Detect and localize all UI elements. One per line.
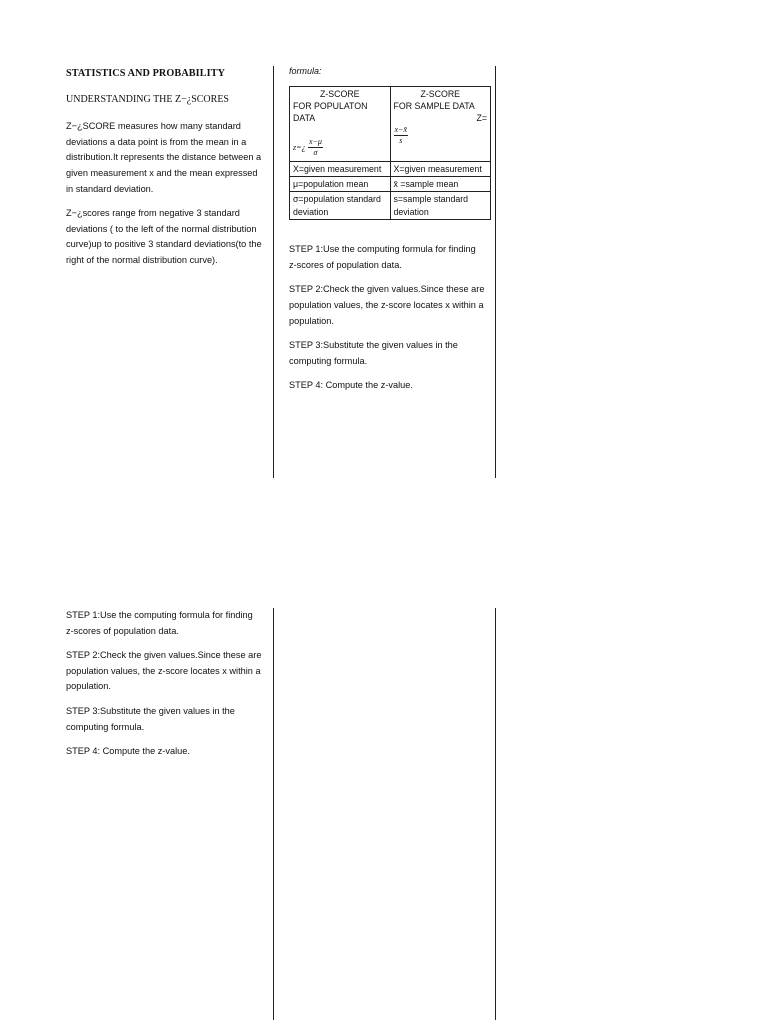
step-4: STEP 4: Compute the z-value. — [289, 380, 413, 391]
table-cell: X=given measurement — [390, 161, 491, 176]
z-score-formula-table — [289, 86, 491, 221]
sample-formula-fraction — [394, 125, 409, 146]
step-2: STEP 2:Check the given values.Since these are population values, the z-score locates x within a population. — [66, 650, 262, 692]
population-formula-numerator: x−μ — [308, 136, 322, 146]
table-row — [290, 177, 491, 192]
population-formula — [293, 137, 387, 158]
table-header-row — [290, 86, 491, 161]
table-cell: X=given measurement — [290, 161, 391, 176]
document-title: STATISTICS AND PROBABILITY — [66, 68, 226, 79]
population-header-title: Z-SCORE — [319, 88, 360, 99]
table-cell: x̄ =sample mean — [390, 177, 491, 192]
table-cell: μ=population mean — [290, 177, 391, 192]
table-cell: s=sample standard deviation — [390, 192, 491, 220]
column-divider-top-left — [273, 66, 274, 478]
z-score-definition: Z−¿SCORE measures how many standard deviations a data point is from the mean in a distribution.It represents the distance between a given measurement x and the mean expressed in standard deviation. — [66, 121, 262, 194]
step-3: STEP 3:Substitute the given values in the computing formula. — [66, 705, 235, 732]
step-3: STEP 3:Substitute the given values in the computing formula. — [289, 340, 458, 366]
sample-header-subtitle: FOR SAMPLE DATA — [393, 101, 475, 111]
sample-formula — [394, 125, 488, 146]
steps-list — [289, 242, 485, 394]
column-divider-bottom-left — [273, 608, 274, 1020]
step-2: STEP 2:Check the given values.Since these are population values, the z-score locates x within a population. — [289, 284, 485, 326]
steps-repeat-column — [66, 608, 262, 769]
column-divider-bottom-right — [495, 608, 496, 1020]
sample-formula-denominator: s — [399, 135, 403, 145]
sample-header-cell — [390, 86, 491, 161]
formula-label: formula: — [289, 66, 322, 76]
table-row — [290, 192, 491, 220]
population-header-subtitle: FOR POPULATON DATA — [293, 101, 368, 124]
population-formula-fraction — [308, 137, 323, 158]
step-4: STEP 4: Compute the z-value. — [66, 746, 190, 757]
intro-column — [66, 66, 262, 278]
section-subtitle: UNDERSTANDING THE Z−¿SCORES — [66, 93, 229, 105]
sample-formula-numerator: x−x̄ — [394, 124, 407, 134]
sample-header-title: Z-SCORE — [420, 88, 461, 99]
column-divider-top-right — [495, 66, 496, 478]
step-1: STEP 1:Use the computing formula for finding z-scores of population data. — [66, 610, 253, 636]
table-row — [290, 161, 491, 176]
step-1: STEP 1:Use the computing formula for finding z-scores of population data. — [289, 244, 476, 270]
sample-z-label: Z= — [476, 113, 487, 124]
population-header-cell — [290, 86, 391, 161]
formula-column — [289, 64, 491, 403]
population-formula-prefix: z=¿ — [293, 142, 306, 152]
z-score-range: Z−¿scores range from negative 3 standard deviations ( to the left of the normal distribution curve)up to positive 3 standard deviations(to the right of the normal distribution curve). — [66, 208, 262, 265]
table-cell: σ=population standard deviation — [290, 192, 391, 220]
population-formula-denominator: σ — [313, 147, 318, 157]
